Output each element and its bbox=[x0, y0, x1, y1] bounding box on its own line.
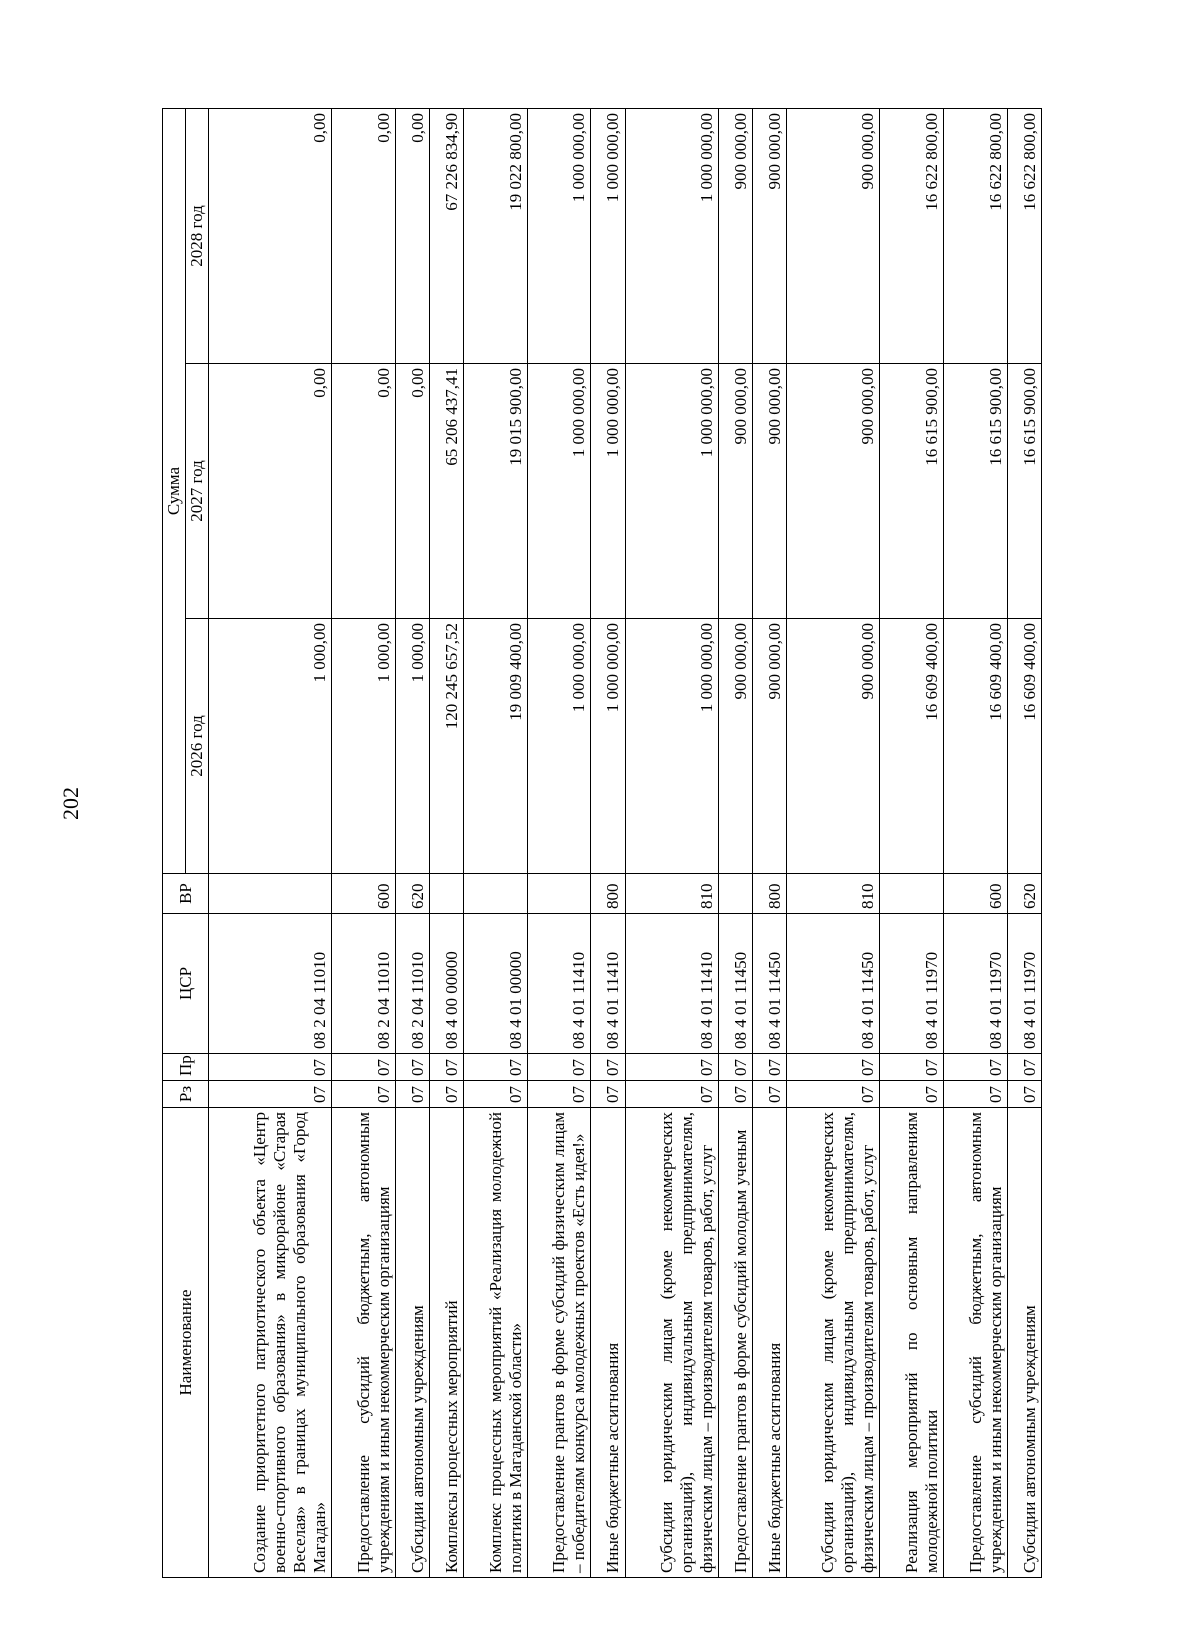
header-sum: Сумма bbox=[163, 109, 186, 874]
cell-rz: 07 bbox=[944, 1081, 1008, 1108]
cell-rz: 07 bbox=[395, 1081, 429, 1108]
cell-2026: 19 009 400,00 bbox=[463, 619, 527, 874]
cell-rz: 07 bbox=[1007, 1081, 1041, 1108]
cell-2026: 16 609 400,00 bbox=[880, 619, 944, 874]
cell-pr: 07 bbox=[332, 1054, 396, 1081]
cell-name: Предоставление субсидий бюджетным, автономным учреждениям и иным некоммерческим организациям bbox=[944, 1108, 1008, 1578]
cell-name: Комплексы процессных мероприятий bbox=[429, 1108, 463, 1578]
table-row bbox=[527, 109, 591, 1578]
cell-rz: 07 bbox=[463, 1081, 527, 1108]
cell-rz: 07 bbox=[718, 1081, 752, 1108]
cell-vr: 600 bbox=[332, 874, 396, 914]
cell-vr bbox=[527, 874, 591, 914]
cell-2027: 16 615 900,00 bbox=[880, 364, 944, 619]
cell-name: Предоставление грантов в форме субсидий молодым ученым bbox=[718, 1108, 752, 1578]
cell-2028: 900 000,00 bbox=[787, 109, 880, 364]
header-row bbox=[163, 109, 186, 1578]
cell-2027: 0,00 bbox=[395, 364, 429, 619]
cell-pr: 07 bbox=[591, 1054, 625, 1081]
cell-csr: 08 4 01 11450 bbox=[787, 914, 880, 1054]
table-row bbox=[718, 109, 752, 1578]
cell-csr: 08 4 00 00000 bbox=[429, 914, 463, 1054]
cell-pr: 07 bbox=[880, 1054, 944, 1081]
cell-csr: 08 4 01 11410 bbox=[527, 914, 591, 1054]
cell-vr: 600 bbox=[944, 874, 1008, 914]
cell-2028: 1 000 000,00 bbox=[591, 109, 625, 364]
header-name: Наименование bbox=[163, 1108, 209, 1578]
cell-vr: 800 bbox=[591, 874, 625, 914]
cell-2027: 1 000 000,00 bbox=[527, 364, 591, 619]
cell-2026: 900 000,00 bbox=[718, 619, 752, 874]
cell-2026: 16 609 400,00 bbox=[1007, 619, 1041, 874]
cell-rz: 07 bbox=[880, 1081, 944, 1108]
cell-pr: 07 bbox=[752, 1054, 786, 1081]
cell-pr: 07 bbox=[625, 1054, 718, 1081]
cell-name: Субсидии юридическим лицам (кроме некоммерческих организаций), индивидуальным предпринимателям, физическим лицам – производителям товаров, работ, услуг bbox=[787, 1108, 880, 1578]
cell-name: Создание приоритетного патриотического объекта «Центр военно-спортивного образования» в микрорайоне «Старая Веселая» в границах муниципального образования «Город Магадан» bbox=[209, 1108, 332, 1578]
cell-rz: 07 bbox=[527, 1081, 591, 1108]
cell-pr: 07 bbox=[1007, 1054, 1041, 1081]
cell-rz: 07 bbox=[591, 1081, 625, 1108]
cell-2027: 19 015 900,00 bbox=[463, 364, 527, 619]
cell-name: Субсидии автономным учреждениям bbox=[395, 1108, 429, 1578]
cell-2026: 1 000,00 bbox=[209, 619, 332, 874]
cell-2026: 900 000,00 bbox=[752, 619, 786, 874]
cell-name: Предоставление грантов в форме субсидий физическим лицам – победителям конкурса молодежных проектов «Есть идея!» bbox=[527, 1108, 591, 1578]
cell-csr: 08 2 04 11010 bbox=[395, 914, 429, 1054]
cell-vr bbox=[880, 874, 944, 914]
cell-2027: 900 000,00 bbox=[752, 364, 786, 619]
cell-2027: 0,00 bbox=[209, 364, 332, 619]
cell-2026: 1 000,00 bbox=[395, 619, 429, 874]
cell-2026: 120 245 657,52 bbox=[429, 619, 463, 874]
header-vr: ВР bbox=[163, 874, 209, 914]
cell-pr: 07 bbox=[395, 1054, 429, 1081]
cell-rz: 07 bbox=[429, 1081, 463, 1108]
cell-vr bbox=[209, 874, 332, 914]
cell-pr: 07 bbox=[944, 1054, 1008, 1081]
cell-pr: 07 bbox=[718, 1054, 752, 1081]
cell-name: Реализация мероприятий по основным направлениям молодежной политики bbox=[880, 1108, 944, 1578]
cell-name: Предоставление субсидий бюджетным, автономным учреждениям и иным некоммерческим организациям bbox=[332, 1108, 396, 1578]
cell-2027: 900 000,00 bbox=[787, 364, 880, 619]
cell-2027: 1 000 000,00 bbox=[625, 364, 718, 619]
cell-name: Субсидии автономным учреждениям bbox=[1007, 1108, 1041, 1578]
header-rz: Рз bbox=[163, 1081, 209, 1108]
cell-2026: 16 609 400,00 bbox=[944, 619, 1008, 874]
cell-pr: 07 bbox=[209, 1054, 332, 1081]
cell-rz: 07 bbox=[787, 1081, 880, 1108]
cell-vr: 810 bbox=[787, 874, 880, 914]
cell-pr: 07 bbox=[463, 1054, 527, 1081]
cell-2026: 900 000,00 bbox=[787, 619, 880, 874]
cell-pr: 07 bbox=[787, 1054, 880, 1081]
cell-name: Комплекс процессных мероприятий «Реализация молодежной политики в Магаданской области» bbox=[463, 1108, 527, 1578]
table-row bbox=[332, 109, 396, 1578]
table-row bbox=[463, 109, 527, 1578]
cell-csr: 08 4 01 11410 bbox=[625, 914, 718, 1054]
cell-pr: 07 bbox=[429, 1054, 463, 1081]
budget-table bbox=[162, 108, 1042, 1578]
cell-name: Иные бюджетные ассигнования bbox=[752, 1108, 786, 1578]
cell-vr: 620 bbox=[395, 874, 429, 914]
cell-vr: 620 bbox=[1007, 874, 1041, 914]
header-pr: Пр bbox=[163, 1054, 209, 1081]
cell-csr: 08 4 01 11450 bbox=[718, 914, 752, 1054]
header-year-2028: 2028 год bbox=[186, 109, 209, 364]
table-row bbox=[880, 109, 944, 1578]
cell-vr bbox=[429, 874, 463, 914]
cell-2026: 1 000 000,00 bbox=[625, 619, 718, 874]
cell-csr: 08 4 01 11970 bbox=[1007, 914, 1041, 1054]
cell-csr: 08 4 01 11450 bbox=[752, 914, 786, 1054]
budget-table-container bbox=[162, 108, 1042, 1578]
cell-2027: 1 000 000,00 bbox=[591, 364, 625, 619]
cell-rz: 07 bbox=[209, 1081, 332, 1108]
cell-csr: 08 4 01 11970 bbox=[880, 914, 944, 1054]
table-row bbox=[787, 109, 880, 1578]
header-csr: ЦСР bbox=[163, 914, 209, 1054]
cell-2027: 16 615 900,00 bbox=[944, 364, 1008, 619]
cell-name: Иные бюджетные ассигнования bbox=[591, 1108, 625, 1578]
cell-csr: 08 2 04 11010 bbox=[332, 914, 396, 1054]
cell-2026: 1 000 000,00 bbox=[591, 619, 625, 874]
cell-csr: 08 4 01 11410 bbox=[591, 914, 625, 1054]
cell-vr: 800 bbox=[752, 874, 786, 914]
cell-csr: 08 4 01 00000 bbox=[463, 914, 527, 1054]
cell-2028: 16 622 800,00 bbox=[944, 109, 1008, 364]
cell-2026: 1 000,00 bbox=[332, 619, 396, 874]
header-year-2026: 2026 год bbox=[186, 619, 209, 874]
cell-2028: 1 000 000,00 bbox=[625, 109, 718, 364]
cell-2027: 65 206 437,41 bbox=[429, 364, 463, 619]
cell-2028: 0,00 bbox=[332, 109, 396, 364]
cell-2028: 67 226 834,90 bbox=[429, 109, 463, 364]
cell-2028: 900 000,00 bbox=[752, 109, 786, 364]
table-row bbox=[591, 109, 625, 1578]
cell-2028: 0,00 bbox=[395, 109, 429, 364]
cell-2027: 0,00 bbox=[332, 364, 396, 619]
cell-vr bbox=[718, 874, 752, 914]
cell-2028: 16 622 800,00 bbox=[880, 109, 944, 364]
cell-name: Субсидии юридическим лицам (кроме некоммерческих организаций), индивидуальным предпринимателям, физическим лицам – производителям товаров, работ, услуг bbox=[625, 1108, 718, 1578]
cell-pr: 07 bbox=[527, 1054, 591, 1081]
table-row bbox=[625, 109, 718, 1578]
table-row bbox=[1007, 109, 1041, 1578]
table-row bbox=[209, 109, 332, 1578]
cell-2028: 0,00 bbox=[209, 109, 332, 364]
cell-csr: 08 4 01 11970 bbox=[944, 914, 1008, 1054]
cell-2028: 1 000 000,00 bbox=[527, 109, 591, 364]
cell-2028: 19 022 800,00 bbox=[463, 109, 527, 364]
cell-rz: 07 bbox=[752, 1081, 786, 1108]
cell-2027: 900 000,00 bbox=[718, 364, 752, 619]
cell-2027: 16 615 900,00 bbox=[1007, 364, 1041, 619]
cell-2028: 16 622 800,00 bbox=[1007, 109, 1041, 364]
cell-rz: 07 bbox=[625, 1081, 718, 1108]
cell-2028: 900 000,00 bbox=[718, 109, 752, 364]
page-number: 202 bbox=[58, 787, 83, 820]
table-row bbox=[752, 109, 786, 1578]
cell-csr: 08 2 04 11010 bbox=[209, 914, 332, 1054]
table-body bbox=[209, 109, 1042, 1578]
table-row bbox=[395, 109, 429, 1578]
cell-rz: 07 bbox=[332, 1081, 396, 1108]
cell-2026: 1 000 000,00 bbox=[527, 619, 591, 874]
table-row bbox=[429, 109, 463, 1578]
table-row bbox=[944, 109, 1008, 1578]
cell-vr bbox=[463, 874, 527, 914]
header-year-2027: 2027 год bbox=[186, 364, 209, 619]
cell-vr: 810 bbox=[625, 874, 718, 914]
